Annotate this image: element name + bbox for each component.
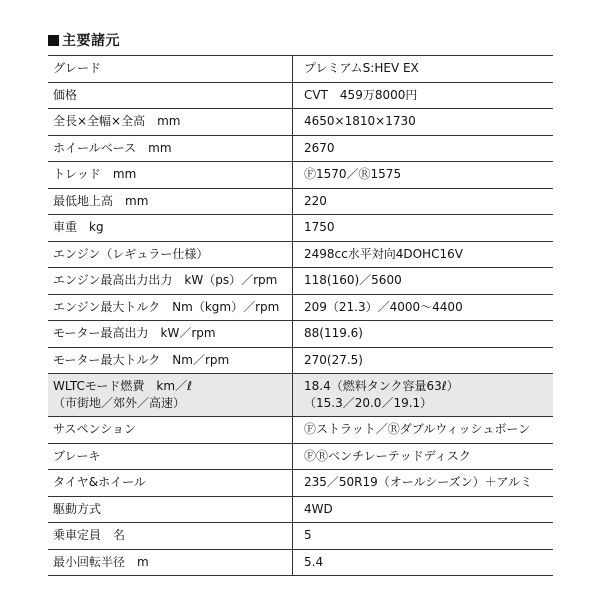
spec-row-turning-radius [48,549,553,576]
spec-value: Ⓕストラット／Ⓡダブルウィッシュボーン [293,417,554,444]
spec-value: 88(119.6) [293,321,554,348]
spec-value: CVT 459万8000円 [293,82,554,109]
spec-label: タイヤ&ホイール [48,470,293,497]
spec-row-ground-clearance [48,188,553,215]
spec-label: ブレーキ [48,443,293,470]
spec-value: 220 [293,188,554,215]
spec-row-engine [48,241,553,268]
spec-label-line: WLTCモード燃費 km／ℓ [53,379,193,393]
spec-label [48,374,293,417]
spec-row-wltc [48,374,553,417]
spec-value: 235／50R19（オールシーズン）＋アルミ [293,470,554,497]
spec-label: エンジン最大トルク Nm（kgm）／rpm [48,294,293,321]
spec-label: サスペンション [48,417,293,444]
spec-row-price [48,82,553,109]
spec-value-line: 18.4（燃料タンク容量63ℓ） [304,379,459,393]
spec-row-dimensions [48,109,553,136]
spec-row-suspension [48,417,553,444]
spec-label: モーター最高出力 kW／rpm [48,321,293,348]
spec-row-tires [48,470,553,497]
spec-row-motor-power [48,321,553,348]
spec-value: 4650×1810×1730 [293,109,554,136]
section-heading [48,29,120,51]
spec-value: 270(27.5) [293,347,554,374]
spec-label: トレッド mm [48,162,293,189]
spec-value: ⒻⓇベンチレーテッドディスク [293,443,554,470]
spec-label: グレード [48,56,293,83]
spec-row-engine-power [48,268,553,295]
spec-label: エンジン（レギュラー仕様） [48,241,293,268]
spec-label: 駆動方式 [48,496,293,523]
section-title: 主要諸元 [62,33,120,49]
spec-row-motor-torque [48,347,553,374]
spec-value: 5.4 [293,549,554,576]
spec-value: 118(160)／5600 [293,268,554,295]
spec-value: 1750 [293,215,554,242]
spec-label: ホイールベース mm [48,135,293,162]
spec-label: 最小回転半径 m [48,549,293,576]
spec-label: モーター最大トルク Nm／rpm [48,347,293,374]
spec-label: 全長×全幅×全高 mm [48,109,293,136]
square-bullet-icon [48,35,59,46]
spec-value-line: （15.3／20.0／19.1） [304,396,433,410]
spec-label: 車重 kg [48,215,293,242]
spec-value: 2670 [293,135,554,162]
spec-row-drive [48,496,553,523]
spec-value: 209（21.3）／4000〜4400 [293,294,554,321]
spec-row-brakes [48,443,553,470]
spec-value: 4WD [293,496,554,523]
spec-row-engine-torque [48,294,553,321]
spec-row-capacity [48,523,553,550]
spec-label: 最低地上高 mm [48,188,293,215]
spec-row-tread [48,162,553,189]
spec-value: プレミアムS:HEV EX [293,56,554,83]
spec-row-grade [48,56,553,83]
spec-value: 2498cc水平対向4DOHC16V [293,241,554,268]
spec-label: 価格 [48,82,293,109]
spec-table [48,55,553,576]
spec-value: 5 [293,523,554,550]
spec-row-wheelbase [48,135,553,162]
spec-label: エンジン最高出力出力 kW（ps）／rpm [48,268,293,295]
spec-row-weight [48,215,553,242]
spec-value: Ⓕ1570／Ⓡ1575 [293,162,554,189]
spec-label: 乗車定員 名 [48,523,293,550]
spec-label-line: （市街地／郊外／高速） [53,396,186,410]
spec-value [293,374,554,417]
